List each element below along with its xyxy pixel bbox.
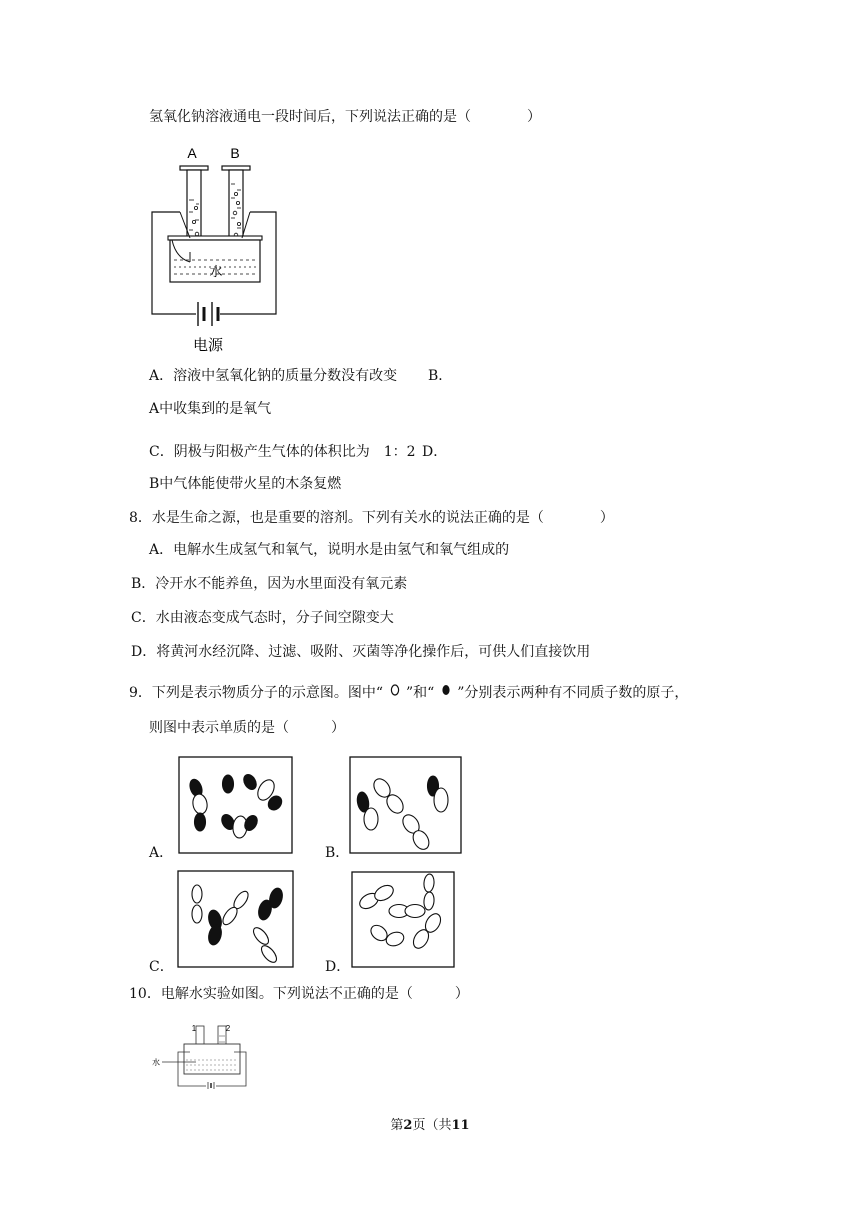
black-atom-icon — [439, 684, 453, 698]
electrolysis-small-figure — [150, 1022, 255, 1090]
molecule-box-a — [178, 756, 293, 854]
tube-2-label: 2 — [225, 1024, 231, 1033]
tube-b-label: B — [230, 145, 240, 161]
q8-option-d: D．将黄河水经沉降、过滤、吸附、灭菌等净化操作后，可供人们直接饮用 — [131, 644, 591, 660]
molecule-box-b — [349, 756, 462, 854]
q9-stem-part1: 9．下列是表示物质分子的示意图。图中“ — [129, 685, 384, 701]
molecule-box-d — [351, 871, 455, 968]
q8-option-b: B．冷开水不能养鱼，因为水里面没有氧元素 — [131, 576, 408, 592]
q7-option-c: C．阴极与阳极产生气体的体积比为 1：2 — [149, 444, 416, 460]
footer-prefix: 第 — [390, 1118, 404, 1133]
footer-page-number: 2 — [403, 1118, 413, 1133]
white-atom-icon — [388, 684, 402, 698]
molecule-box-c — [177, 870, 294, 968]
q8-stem: 8．水是生命之源，也是重要的溶剂。下列有关水的说法正确的是（ ） — [129, 510, 614, 526]
q9-stem-line2: 则图中表示单质的是（ ） — [149, 720, 345, 736]
q7-option-b-letter: B． — [428, 368, 453, 384]
q7-option-d-letter: D． — [422, 444, 448, 460]
q9-stem-line1 — [129, 684, 688, 702]
q9-stem-part3: ”分别表示两种有不同质子数的原子， — [457, 685, 689, 701]
footer-middle: 页（共 — [412, 1118, 452, 1133]
q7-option-b-text: A中收集到的是氧气 — [149, 401, 272, 417]
tube-a-label: A — [187, 145, 197, 161]
q8-option-a: A．电解水生成氢气和氧气，说明水是由氢气和氧气组成的 — [149, 542, 510, 558]
q7-option-a: A．溶液中氢氧化钠的质量分数没有改变 — [149, 368, 398, 384]
footer-total-pages: 11 — [451, 1118, 470, 1133]
q9-choice-a-label: A． — [149, 845, 174, 861]
page-footer — [0, 1114, 860, 1133]
power-source-label: 电源 — [192, 336, 224, 354]
water-label: 水 — [209, 265, 223, 280]
q9-choice-c-label: C． — [149, 959, 174, 975]
electrolysis-apparatus-figure — [150, 142, 280, 357]
q7-stem: 氢氧化钠溶液通电一段时间后，下列说法正确的是（ ） — [149, 109, 541, 125]
q8-option-c: C．水由液态变成气态时，分子间空隙变大 — [131, 610, 394, 626]
water-label-small: 水 — [152, 1058, 160, 1067]
q9-choice-b-label: B． — [325, 845, 350, 861]
q7-option-d-text: B中气体能使带火星的木条复燃 — [149, 476, 342, 492]
q9-stem-part2: ”和“ — [405, 685, 435, 701]
tube-1-label: 1 — [191, 1024, 197, 1033]
q10-stem: 10．电解水实验如图。下列说法不正确的是（ ） — [129, 986, 469, 1002]
q9-choice-d-label: D． — [325, 959, 351, 975]
